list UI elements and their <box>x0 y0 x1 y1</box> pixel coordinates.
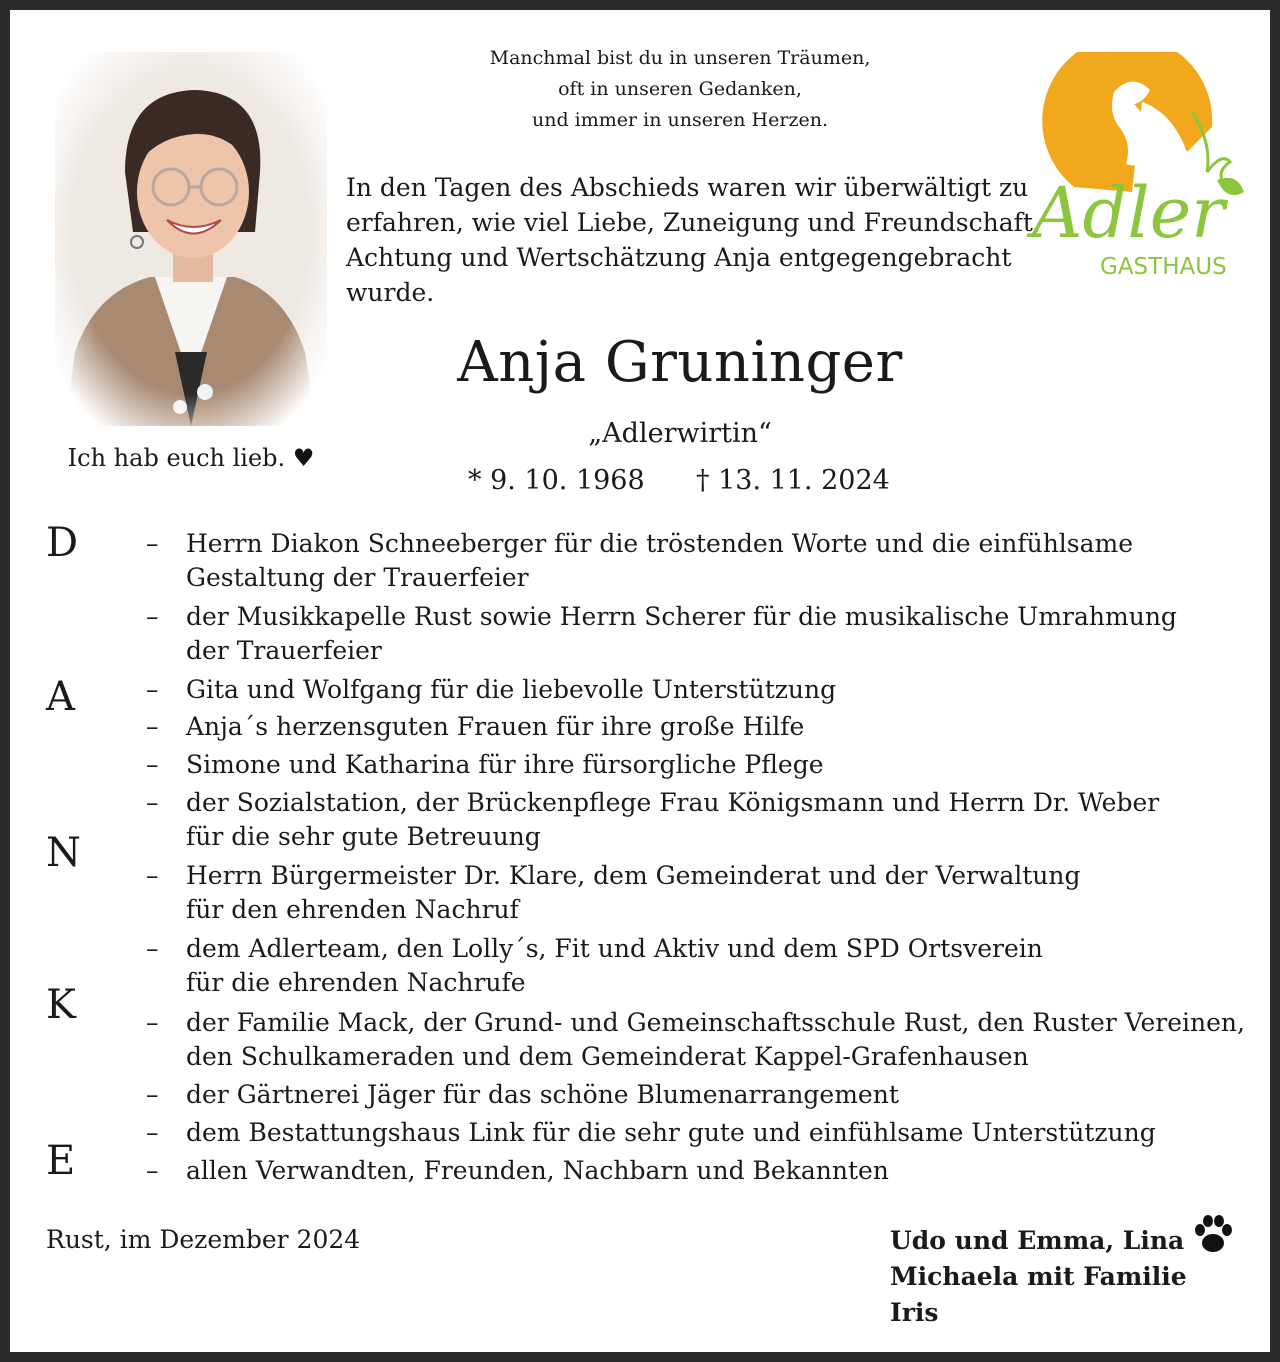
caption-text: Ich hab euch lieb. <box>67 444 286 472</box>
list-dash: – <box>146 861 159 890</box>
danke-letter: K <box>46 982 76 1028</box>
signer-line: Michaela mit Familie <box>890 1262 1187 1291</box>
list-dash: – <box>146 1080 159 1109</box>
list-line: der Musikkapelle Rust sowie Herrn Scherer für die musikalische Umrahmung <box>186 602 1177 631</box>
list-dash: – <box>146 750 159 779</box>
intro-line: erfahren, wie viel Liebe, Zuneigung und Freundschaft, <box>346 208 1041 237</box>
danke-letter: A <box>46 674 75 720</box>
verse-line: und immer in unseren Herzen. <box>531 109 828 131</box>
list-dash: – <box>146 934 159 963</box>
danke-letter: E <box>46 1138 76 1184</box>
list-line: Gestaltung der Trauerfeier <box>186 563 529 592</box>
list-line: Anja´s herzensguten Frauen für ihre große Hilfe <box>186 712 805 741</box>
verse-line: Manchmal bist du in unseren Träumen, <box>489 47 871 69</box>
list-dash: – <box>146 1156 159 1185</box>
list-line: für die ehrenden Nachrufe <box>186 968 526 997</box>
list-line: der Trauerfeier <box>186 636 382 665</box>
birth-date: * 9. 10. 1968 <box>468 465 645 496</box>
list-line: der Familie Mack, der Grund- und Gemeinschaftsschule Rust, den Ruster Vereinen, <box>186 1008 1245 1037</box>
list-line: Simone und Katharina für ihre fürsorgliche Pflege <box>186 750 824 779</box>
intro-line: In den Tagen des Abschieds waren wir überwältigt zu <box>346 173 1029 202</box>
adler-gasthaus-logo <box>1022 52 1252 284</box>
intro-paragraph <box>346 170 1046 310</box>
list-dash: – <box>146 1008 159 1037</box>
photo-caption <box>55 444 327 472</box>
list-line: dem Adlerteam, den Lolly´s, Fit und Aktiv und dem SPD Ortsverein <box>186 934 1043 963</box>
intro-line: wurde. <box>346 278 435 307</box>
list-line: der Sozialstation, der Brückenpflege Frau Königsmann und Herrn Dr. Weber <box>186 788 1160 817</box>
list-line: dem Bestattungshaus Link für die sehr gute und einfühlsame Unterstützung <box>186 1118 1156 1147</box>
deceased-name: Anja Gruninger <box>457 330 903 395</box>
obituary-notice <box>10 10 1270 1352</box>
danke-letter: N <box>46 830 81 876</box>
verse-line: oft in unseren Gedanken, <box>558 78 802 100</box>
heart-icon: ♥ <box>292 444 315 472</box>
portrait-photo <box>55 52 327 426</box>
paw-icon <box>1188 1210 1238 1258</box>
list-dash: – <box>146 602 159 631</box>
deceased-nickname: „Adlerwirtin“ <box>588 418 772 449</box>
signer-line: Iris <box>890 1298 939 1327</box>
logo-subtitle: GASTHAUS <box>1100 254 1227 280</box>
list-dash: – <box>146 529 159 558</box>
list-line: der Gärtnerei Jäger für das schöne Blumenarrangement <box>186 1080 899 1109</box>
intro-line: Achtung und Wertschätzung Anja entgegengebracht <box>346 243 1012 272</box>
list-line: für den ehrenden Nachruf <box>186 895 519 924</box>
list-line: den Schulkameraden und dem Gemeinderat Kappel-Grafenhausen <box>186 1042 1029 1071</box>
signer-line: Udo und Emma, Lina <box>890 1226 1185 1255</box>
danke-letter: D <box>46 520 79 566</box>
list-line: Herrn Diakon Schneeberger für die tröstenden Worte und die einfühlsame <box>186 529 1134 558</box>
memorial-verse <box>410 43 950 136</box>
list-dash: – <box>146 788 159 817</box>
list-dash: – <box>146 675 159 704</box>
list-line: Herrn Bürgermeister Dr. Klare, dem Gemeinderat und der Verwaltung <box>186 861 1081 890</box>
list-dash: – <box>146 712 159 741</box>
portrait-illustration <box>55 52 327 426</box>
death-date: † 13. 11. 2024 <box>696 465 890 496</box>
list-line: für die sehr gute Betreuung <box>186 822 541 851</box>
signers <box>890 1223 1187 1331</box>
list-line: Gita und Wolfgang für die liebevolle Unterstützung <box>186 675 837 704</box>
place-date: Rust, im Dezember 2024 <box>46 1225 361 1254</box>
list-line: allen Verwandten, Freunden, Nachbarn und Bekannten <box>186 1156 889 1185</box>
list-dash: – <box>146 1118 159 1147</box>
logo-word: Adler <box>1032 172 1225 254</box>
